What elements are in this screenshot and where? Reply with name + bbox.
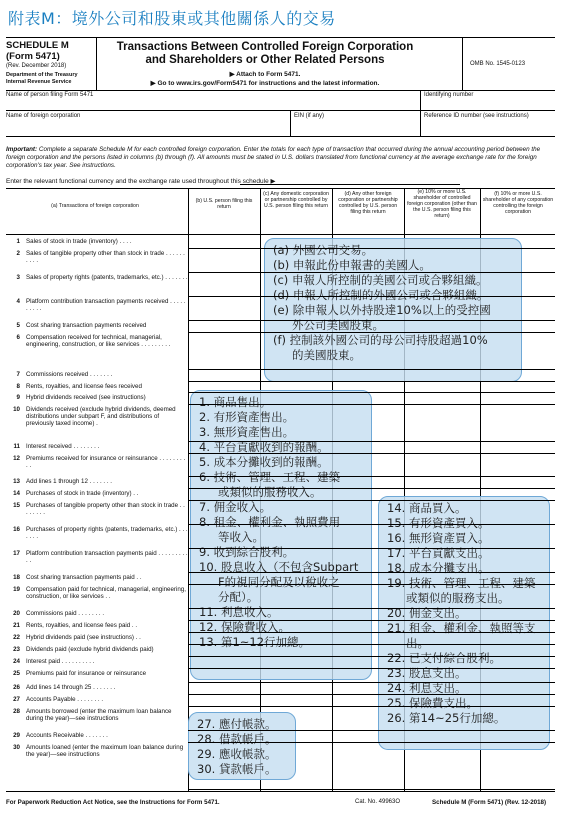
row-number: 30 [13, 744, 20, 751]
row-number: 18 [13, 574, 20, 581]
row-divider [188, 296, 555, 297]
row-label: Platform contribution transaction payments received . . . . . . . . . . [26, 298, 186, 313]
row-label: Sales of tangible property other than stock in trade . . . . . . . . . . [26, 250, 185, 265]
paperwork-notice: For Paperwork Reduction Act Notice, see the Instructions for Form 5471. [6, 799, 220, 806]
row-divider [188, 584, 555, 585]
row-number: 27 [13, 696, 20, 703]
identifying-number-field[interactable]: Identifying number [424, 92, 474, 98]
table-row [6, 443, 188, 452]
row-label: Commissions received . . . . . . . [26, 371, 113, 378]
row-label: Hybrid dividends received (see instructions) [26, 394, 146, 401]
column-f-header: (f) 10% or more U.S. shareholder of any corporation controlling the foreign corporation [482, 191, 554, 215]
row-label: Interest paid . . . . . . . . . . [26, 658, 95, 665]
field-row-line [6, 110, 555, 111]
currency-instruction: Enter the relevant functional currency and the exchange rate used throughout this schedule ▶ [6, 178, 276, 185]
form-footer-ref: Schedule M (Form 5471) (Rev. 12-2018) [432, 799, 547, 806]
row-divider [188, 682, 555, 683]
row-number: 23 [13, 646, 20, 653]
table-row [6, 696, 188, 705]
column-b-header: (b) U.S. person filing this return [195, 198, 253, 210]
table-row [6, 732, 188, 741]
department-label: Department of the Treasury Internal Revenue Service [6, 72, 78, 85]
row-label: Purchases of stock in trade (inventory) . . [26, 490, 139, 497]
table-row [6, 383, 188, 392]
row-divider [188, 548, 555, 549]
row-label: Interest received . . . . . . . . [26, 443, 100, 450]
table-row [6, 526, 188, 542]
table-row [6, 744, 188, 760]
row-number: 4 [16, 298, 20, 305]
column-a-header: (a) Transactions of foreign corporation [51, 203, 139, 209]
row-number: 1 [16, 238, 20, 245]
table-row [6, 322, 188, 331]
row-number: 13 [13, 478, 20, 485]
row-divider [188, 369, 555, 370]
row-divider [188, 789, 555, 790]
row-label: Purchases of property rights (patents, trademarks, etc.) . . . . . . . [26, 526, 188, 541]
row-divider [188, 742, 555, 743]
row-label: Amounts borrowed (enter the maximum loan balance during the year)—see instructions [26, 708, 172, 723]
schedule-label: SCHEDULE M (Form 5471) [6, 40, 69, 62]
table-row [6, 586, 188, 602]
row-divider [188, 381, 555, 382]
table-row [6, 394, 188, 403]
row-number: 24 [13, 658, 20, 665]
row-label: Platform contribution transaction payments paid . . . . . . . . . . . [26, 550, 188, 565]
column-c-header: (c) Any domestic corporation or partnership controlled by U.S. person filing this return [263, 191, 329, 209]
row-label: Accounts Receivable . . . . . . . [26, 732, 108, 739]
table-row [6, 371, 188, 380]
row-label: Accounts Payable . . . . . . . . [26, 696, 104, 703]
revision-date: (Rev. December 2018) [6, 63, 67, 69]
row-number: 14 [13, 490, 20, 497]
row-divider [188, 694, 555, 695]
row-label: Purchases of tangible property other than stock in trade . . . . . . . . [26, 502, 185, 517]
row-divider [188, 608, 555, 609]
ein-field[interactable]: EIN (if any) [294, 113, 325, 119]
header-divider-left [96, 37, 97, 90]
columns-note: (a) 外國公司交易。 (b) 申報此份申報書的美國人。 (c) 申報人所控制的美國公司或合夥組織。 (d) 申報人所控制的外國公司或合夥組織。 (e) 除申報人以外持股達10%以上的受控國 外公司美國股東。 (f) 控制該外國公司的母公司持股超過10% 的美國股東。 [264, 238, 522, 382]
row-divider [188, 730, 555, 731]
income-note: 1. 商品售出。 2. 有形資產售出。 3. 無形資產售出。 4. 平台貢獻收到的報酬。 5. 成本分攤收到的報酬。 6. 技術、管理、工程、建築 或類似的服務收入。 7. 佣金收入。 8. 租金、權利金、執照費用 等收入。 9. 收到綜合股利。 10. 股息收入（不包含Subpart F的視同分配及以稅收之 分配）。 11. 利息收入。 12. 保險費收入。 13. 第1~12行加總。 [190, 390, 372, 680]
table-row [6, 622, 188, 631]
row-divider [188, 441, 555, 442]
row-label: Premiums paid for insurance or reinsurance [26, 670, 147, 677]
row-label: Add lines 14 through 25 . . . . . . . [26, 684, 116, 691]
row-divider [188, 524, 555, 525]
row-divider [188, 392, 555, 393]
row-number: 10 [13, 406, 20, 413]
row-label: Hybrid dividends paid (see instructions) . . [26, 634, 141, 641]
row-label: Cost sharing transaction payments paid . . [26, 574, 142, 581]
row-label: Sales of stock in trade (inventory) . . . . [26, 238, 132, 245]
table-row [6, 670, 188, 679]
row-divider [188, 488, 555, 489]
row-label: Compensation paid for technical, managerial, engineering, construction, or like services . . [26, 586, 186, 601]
row-label: Amounts loaned (enter the maximum loan balance during the year)—see instructions [26, 744, 184, 759]
catalog-number: Cat. No. 49963O [355, 799, 401, 805]
row-divider [188, 453, 555, 454]
row-divider [188, 272, 555, 273]
row-number: 7 [16, 371, 20, 378]
top-border [6, 37, 555, 38]
row-number: 28 [13, 708, 20, 715]
row-divider [188, 500, 555, 501]
row-number: 22 [13, 634, 20, 641]
table-row [6, 646, 188, 655]
row-label: Compensation received for technical, managerial, engineering, construction, or like services . . . . . . . . . [26, 334, 171, 349]
header-bottom [6, 90, 555, 91]
table-row [6, 406, 188, 430]
table-row [6, 708, 188, 724]
filer-name-field[interactable]: Name of person filing Form 5471 [6, 92, 94, 98]
row-divider [188, 248, 555, 249]
row-label: Add lines 1 through 12 . . . . . . . [26, 478, 112, 485]
row-number: 16 [13, 526, 20, 533]
header-divider-right [462, 37, 463, 90]
row-number: 5 [16, 322, 20, 329]
row-label: Rents, royalties, and license fees paid . . [26, 622, 138, 629]
currency-input-line[interactable] [240, 184, 460, 185]
row-divider [188, 632, 555, 633]
row-number: 15 [13, 502, 20, 509]
row-number: 29 [13, 732, 20, 739]
column-d-header: (d) Any other foreign corporation or partnership controlled by U.S. person filing this return [338, 191, 398, 215]
table-row [6, 250, 188, 266]
header-row-bottom [6, 234, 555, 235]
row-label: Dividends paid (exclude hybrid dividends paid) [26, 646, 154, 653]
table-row [6, 334, 188, 358]
row-divider [188, 404, 555, 405]
row-number: 20 [13, 610, 20, 617]
table-row [6, 574, 188, 583]
row-number: 26 [13, 684, 20, 691]
column-line [188, 188, 189, 791]
field-divider [420, 110, 421, 136]
table-bottom [6, 791, 555, 792]
foreign-corp-field[interactable]: Name of foreign corporation [6, 113, 81, 119]
reference-id-field[interactable]: Reference ID number (see instructions) [424, 113, 529, 119]
row-divider [188, 476, 555, 477]
row-number: 17 [13, 550, 20, 557]
row-number: 6 [16, 334, 20, 341]
row-divider [188, 572, 555, 573]
row-label: Cost sharing transaction payments received [26, 322, 147, 329]
table-row [6, 238, 188, 247]
row-divider [188, 706, 555, 707]
row-divider [188, 620, 555, 621]
row-divider [188, 332, 555, 333]
row-number: 3 [16, 274, 20, 281]
table-row [6, 502, 188, 518]
form-title: Transactions Between Controlled Foreign Corporation and Shareholders or Other Related Persons [116, 41, 414, 66]
row-label: Premiums received for insurance or reinsurance . . . . . . . . . . [26, 455, 186, 470]
table-row [6, 478, 188, 487]
row-number: 12 [13, 455, 20, 462]
row-divider [188, 644, 555, 645]
row-divider [188, 656, 555, 657]
field-row-line [6, 136, 555, 137]
row-divider [188, 668, 555, 669]
field-divider [290, 110, 291, 136]
attach-instruction: ▶ Attach to Form 5471. [229, 71, 301, 78]
goto-instruction: ▶ Go to www.irs.gov/Form5471 for instructions and the latest information. [150, 80, 380, 87]
row-number: 11 [13, 443, 20, 450]
row-number: 2 [16, 250, 20, 257]
table-row [6, 634, 188, 643]
table-row [6, 490, 188, 499]
row-number: 9 [16, 394, 20, 401]
table-row [6, 684, 188, 693]
row-label: Rents, royalties, and license fees received [26, 383, 142, 390]
table-row [6, 298, 188, 314]
table-row [6, 274, 188, 290]
row-number: 25 [13, 670, 20, 677]
balance-note: 27. 應付帳款。 28. 借款帳戶。 29. 應收帳款。 30. 貸款帳戶。 [188, 712, 296, 780]
important-note: Important: Complete a separate Schedule M for each controlled foreign corporation. Enter the totals for each type of transaction that occurred during the annual accounting period between the foreign corporation and the persons listed in columns (b) through (f). All amounts must be stated in U.S. dollars translated from functional currency at the average exchange rate for the foreign corporation's tax year. See instructions. [6, 146, 541, 169]
expense-note: 14. 商品買入。 15. 有形資產買入。 16. 無形資產買入。 17. 平台貢獻支出。 18. 成本分攤支出。 19. 技術、管理、工程、建築 或類似的服務支出。 20. 佣金支出。 21. 租金、權利金、執照等支 出。 22. 已支付綜合股利。 23. 股息支出。 24. 利息支出。 25. 保險費支出。 26. 第14~25行加總。 [378, 496, 550, 750]
row-label: Dividends received (exclude hybrid dividends, deemed distributions under subpart F, and distributions of previously taxed income) . [26, 406, 176, 428]
row-number: 19 [13, 586, 20, 593]
row-label: Sales of property rights (patents, trademarks, etc.) . . . . . . . [26, 274, 188, 281]
table-row [6, 550, 188, 566]
field-divider [420, 90, 421, 110]
row-number: 8 [16, 383, 20, 390]
column-e-header: (e) 10% or more U.S. shareholder of controlled foreign corporation (other than the U.S. person filing this return) [407, 189, 477, 219]
table-row [6, 610, 188, 619]
row-divider [188, 320, 555, 321]
table-row [6, 455, 188, 471]
row-label: Commissions paid . . . . . . . . [26, 610, 105, 617]
omb-number: OMB No. 1545-0123 [470, 61, 526, 67]
row-number: 21 [13, 622, 20, 629]
table-row [6, 658, 188, 667]
chinese-heading: 附表M：境外公司和股東或其他關係人的交易 [8, 9, 336, 28]
